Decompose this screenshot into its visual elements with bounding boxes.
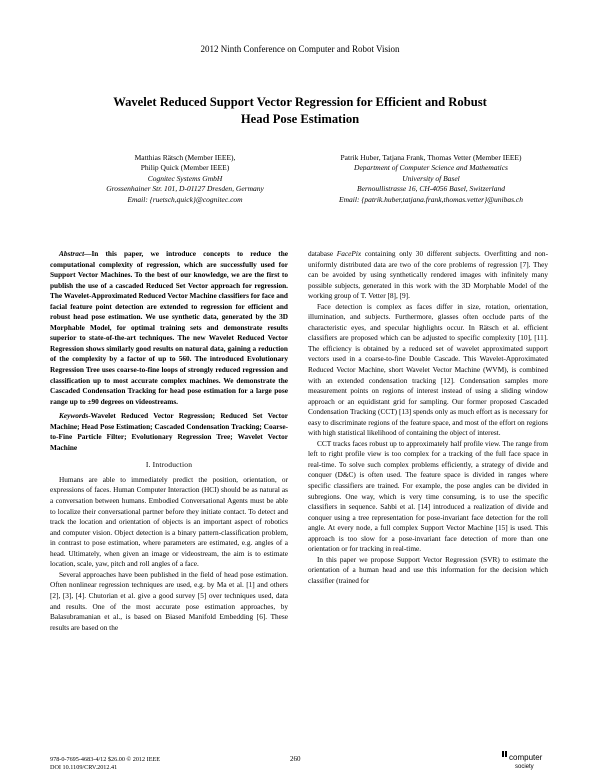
intro-paragraph-1: Humans are able to immediately predict the position, orientation, or expressions of faces. Human Computer Interaction (HCI) should be as natural as a conversation between humans. Embodied Conversational Agents must be able to localize their conversational partner before they initiate contact. To detect and track the location and orientation of objects is an important aspect of robotics and computer vision. Object detection is a binary pattern-classification problem, in contrast to pose estimation, where parameters are estimated, e.g. angles of a head. Ultimately, when given an image or videostream, the aim is to estimate location, scale, yaw, pitch and roll angles of a face. [50, 474, 288, 569]
authors-left [65, 153, 305, 205]
abstract-text: —In this paper, we introduce concepts to reduce the computational complexity of regression, which are successfully used for Support Vector Machines. To the best of our knowledge, we are the first to publish the use of a cascaded Reduced Set Vector approach for regression. The Wavelet-Approximated Reduced Vector Machine classifiers for face and facial feature point detection are extended to regression for efficient and robust head pose estimation. We use synthetic data, generated by the 3D Morphable Model, for optimal training sets and demonstrate results superior to state-of-the-art techniques. The new Wavelet Reduced Vector Regression shows similarly good results on natural data, gaining a reduction of the complexity by a factor of up to 560. The introduced Evolutionary Regression Tree uses coarse-to-fine loops of strongly reduced regression and classification up to most accurate complex machines. We demonstrate the Cascaded Condensation Tracking for head pose estimation for a large pose range up to ±90 degrees on videostreams. [50, 249, 288, 406]
page-number: 260 [290, 755, 301, 763]
title-line-1: Wavelet Reduced Support Vector Regression for Efficient and Robust [113, 95, 487, 109]
logo-text-top: computer [509, 753, 543, 762]
author-email: Email: {patrik.huber,tatjana.frank,thomas.vetter}@unibas.ch [339, 194, 523, 204]
copyright-footer [50, 756, 160, 772]
intro-paragraph-2: Several approaches have been published in the field of head pose estimation. Often nonlinear regression techniques are used, e.g. by Ma et al. [1] and others [2], [3], [4]. Chutorian et al. give a good survey [5] over techniques used, data and results. One of the most accurate pose estimation approaches, by Balasubramanian et al., is based on Biased Manifold Embedding [6]. These results are based on the [50, 569, 288, 632]
author-address: Grossenhainer Str. 101, D-01127 Dresden, Germany [106, 184, 264, 194]
isbn-line: 978-0-7695-4683-4/12 $26.00 © 2012 IEEE [50, 756, 161, 763]
keywords-text: -Wavelet Reduced Vector Regression; Reduced Set Vector Machine; Head Pose Estimation; Cascaded Condensation Tracking; Coarse-to-Fine Particle Filter; Evolutionary Regression Tree; Wavelet Vector Machine [50, 411, 288, 452]
author-names-1: Matthias Rätsch (Member IEEE), [134, 153, 236, 162]
authors-right [296, 153, 566, 205]
intro-paragraph-3 [308, 249, 548, 302]
intro-paragraph-4: Face detection is complex as faces differ in size, rotation, orientation, illumination, and subjects. Furthermore, glasses often occlude parts of the characteristic eyes, and specular highlights occur. In Rätsch et al. efficient classifiers are proposed which can be adjusted to specific complexity [10], [11]. The efficiency is obtained by a reduced set of wavelet approximated support vectors used in a coarse-to-fine Double Cascade. This Wavelet-Approximated Reduced Vector Machine, short Wavelet Vector Machine (WVM), is combined with an extended condensation tracking [12]. Condensation samples more measurement points on regions of interest instead of using a sliding window approach or an equidistant grid for sampling. Our former proposed Cascaded Condensation Tracking (CCT) [13] spends only as much effort as is necessary for easy to discriminate regions of the feature space, and most of the effort on regions with high statistical likelihood of containing the object of interest. [308, 301, 548, 438]
author-email: Email: {ruetsch,quick}@cognitec.com [127, 194, 243, 204]
author-address: Bernoullistrasse 16, CH-4056 Basel, Switzerland [357, 184, 505, 194]
author-names-2: Philip Quick (Member IEEE) [140, 163, 230, 173]
author-department: Department of Computer Science and Mathematics [354, 163, 508, 173]
author-names: Patrik Huber, Tatjana Frank, Thomas Vetter (Member IEEE) [340, 153, 522, 162]
conference-header: 2012 Ninth Conference on Computer and Robot Vision [200, 44, 400, 54]
doi-line: DOI 10.1109/CRV.2012.41 [50, 764, 118, 771]
keywords-lead: Keywords [59, 411, 89, 421]
author-affiliation: Cognitec Systems GmbH [147, 173, 223, 183]
section-heading-introduction: I. Introduction [145, 460, 193, 470]
computer-society-logo [499, 748, 559, 770]
title-line-2: Head Pose Estimation [240, 112, 360, 126]
text-span: containing only 30 different subjects. Overfitting and non-uniformly distributed data are two of the core problems of regression [7]. They can be avoided by using synthetically rendered images with infinitely many possible subjects, generated in this work with the 3D Morphable Model of the working group of T. Vetter [8], [9]. [308, 249, 548, 301]
right-column [308, 249, 548, 587]
intro-paragraph-6: In this paper we propose Support Vector Regression (SVR) to estimate the orientation of a human head and use this information for the decision which classifier (trained for [308, 554, 548, 585]
paper-title [60, 94, 540, 128]
text-span: database [308, 249, 337, 258]
keywords [50, 411, 288, 453]
left-column [50, 249, 288, 633]
abstract [50, 249, 288, 407]
logo-text-bottom: society [515, 764, 534, 770]
abstract-lead: Abstract [59, 249, 85, 258]
author-university: University of Basel [402, 173, 460, 183]
intro-paragraph-5: CCT tracks faces robust up to approximately half profile view. The range from left to right profile view is too complex for a tracking of the full face space in real-time. To solve such complex problems efficiently, a strategy of divide and conquer (D&C) is often used. The feature space is divided in ranges where specific classifiers are trained. For example, the pose angles can be divided in subregions. One way, which is very time consuming, is to use the specific classifiers in sequence. Sahbi et al. [14] introduced a realization of divide and conquer using a tree representation for pose-invariant face detection for the roll angle. At every node, a full complex Support Vector Machine [15] is used. This approach is too slow for a pose-invariant face detection of more than one orientation or for tracking in real-time. [308, 438, 548, 554]
database-name: FacePix [336, 249, 362, 258]
